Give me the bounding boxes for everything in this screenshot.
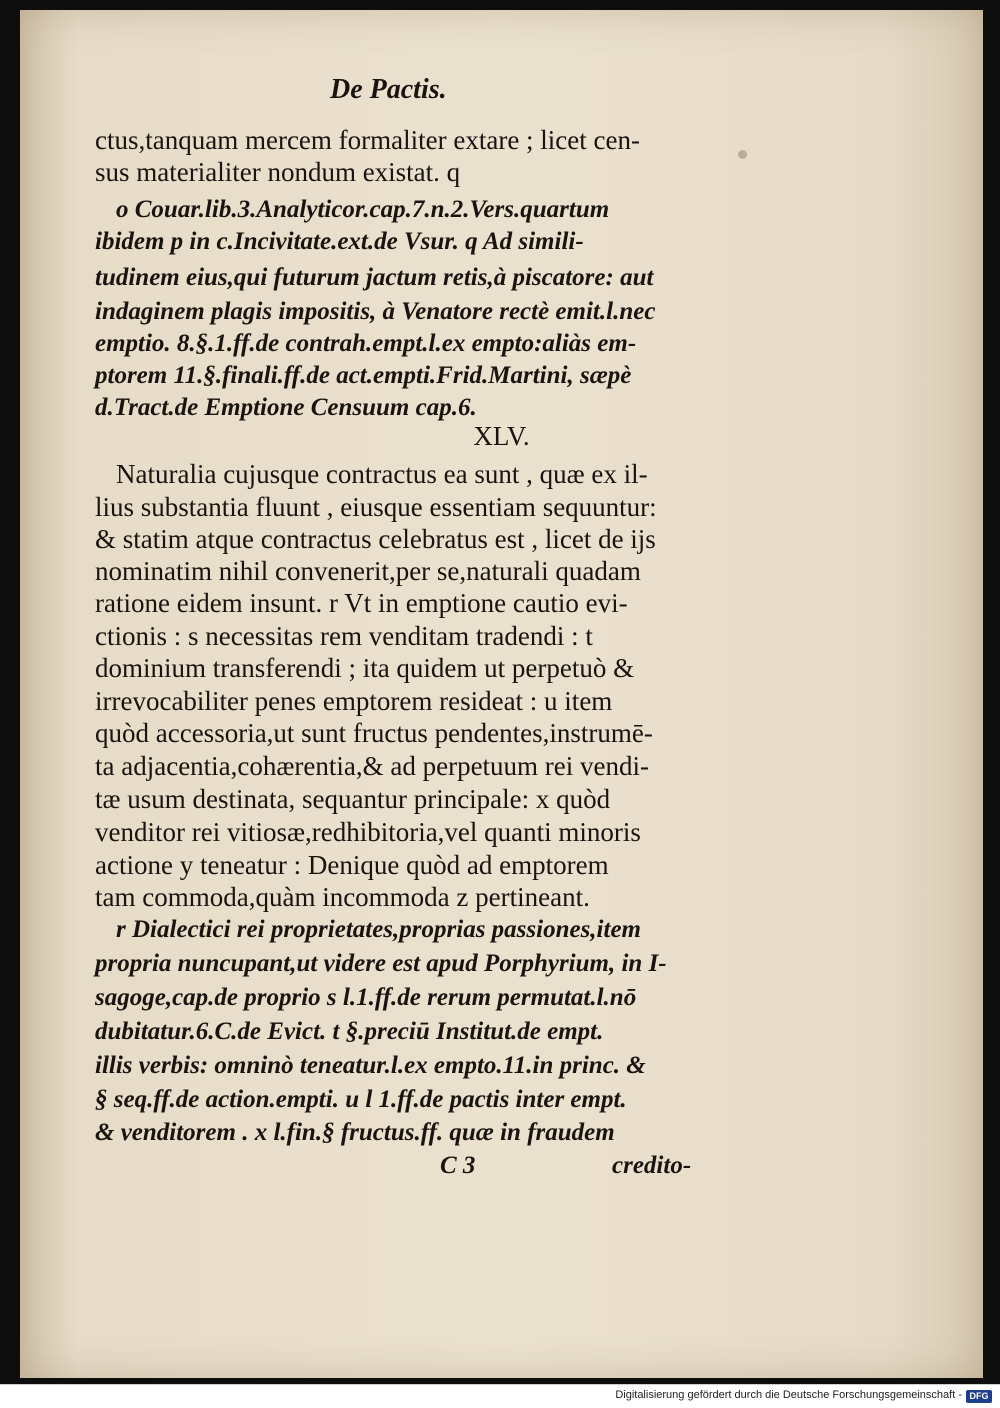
note-line: d.Tract.de Emptione Censuum cap.6. <box>95 394 477 421</box>
text-line: quòd accessoria,ut sunt fructus pendentes,instrumē- <box>95 718 653 748</box>
text-line: tam commoda,quàm incommoda z pertineant. <box>95 882 590 912</box>
catchword: credito- <box>612 1152 692 1179</box>
note-line: emptio. 8.§.1.ff.de contrah.empt.l.ex empto:aliàs em- <box>95 330 637 357</box>
note-line: o Couar.lib.3.Analyticor.cap.7.n.2.Vers.quartum <box>116 196 610 223</box>
note-line: § seq.ff.de action.empti. u l 1.ff.de pactis inter empt. <box>95 1086 627 1113</box>
running-header: De Pactis. <box>330 74 447 105</box>
note-line: r Dialectici rei proprietates,proprias passiones,item <box>116 916 641 943</box>
note-line: sagoge,cap.de proprio s l.1.ff.de rerum permutat.l.nō <box>95 984 637 1011</box>
note-line: tudinem eius,qui futurum jactum retis,à piscatore: aut <box>95 264 654 291</box>
text-line: tæ usum destinata, sequantur principale: x quòd <box>95 784 611 814</box>
dfg-logo-icon: DFG <box>966 1390 992 1403</box>
text-line: actione y teneatur : Denique quòd ad emptorem <box>95 850 609 880</box>
signature-mark: C 3 <box>440 1152 476 1179</box>
text-line: venditor rei vitiosæ,redhibitoria,vel quanti minoris <box>95 817 641 847</box>
text-line: lius substantia fluunt , eiusque essentiam sequuntur: <box>95 492 657 522</box>
text-line: Naturalia cujusque contractus ea sunt , quæ ex il- <box>116 459 648 489</box>
funding-notice: Digitalisierung gefördert durch die Deutsche Forschungsgemeinschaft - <box>615 1389 962 1401</box>
text-line: sus materialiter nondum existat. q <box>95 157 461 187</box>
text-line: & statim atque contractus celebratus est , licet de ijs <box>95 524 656 554</box>
note-line: dubitatur.6.C.de Evict. t §.preciū Institut.de empt. <box>95 1018 604 1045</box>
note-line: ptorem 11.§.finali.ff.de act.empti.Frid.Martini, sæpè <box>95 362 632 389</box>
stain-spot <box>738 150 747 159</box>
text-line: irrevocabiliter penes emptorem resideat : u item <box>95 686 613 716</box>
text-line: nominatim nihil convenerit,per se,naturali quadam <box>95 556 641 586</box>
text-line: ta adjacentia,cohærentia,& ad perpetuum rei vendi- <box>95 751 650 781</box>
text-line: ctionis : s necessitas rem venditam tradendi : t <box>95 621 593 651</box>
note-line: & venditorem . x l.fin.§ fructus.ff. quæ in fraudem <box>95 1119 615 1146</box>
footer-bar <box>0 1384 1000 1408</box>
book-page <box>20 10 983 1378</box>
note-line: illis verbis: omninò teneatur.l.ex empto.11.in princ. & <box>95 1052 646 1079</box>
text-line: ratione eidem insunt. r Vt in emptione cautio evi- <box>95 588 628 618</box>
note-line: propria nuncupant,ut videre est apud Porphyrium, in I- <box>95 950 667 977</box>
text-line: ctus,tanquam mercem formaliter extare ; licet cen- <box>95 125 640 155</box>
note-line: ibidem p in c.Incivitate.ext.de Vsur. q Ad simili- <box>95 228 584 255</box>
section-heading: XLV. <box>473 421 530 451</box>
note-line: indaginem plagis impositis, à Venatore rectè emit.l.nec <box>95 298 656 325</box>
text-line: dominium transferendi ; ita quidem ut perpetuò & <box>95 653 635 683</box>
